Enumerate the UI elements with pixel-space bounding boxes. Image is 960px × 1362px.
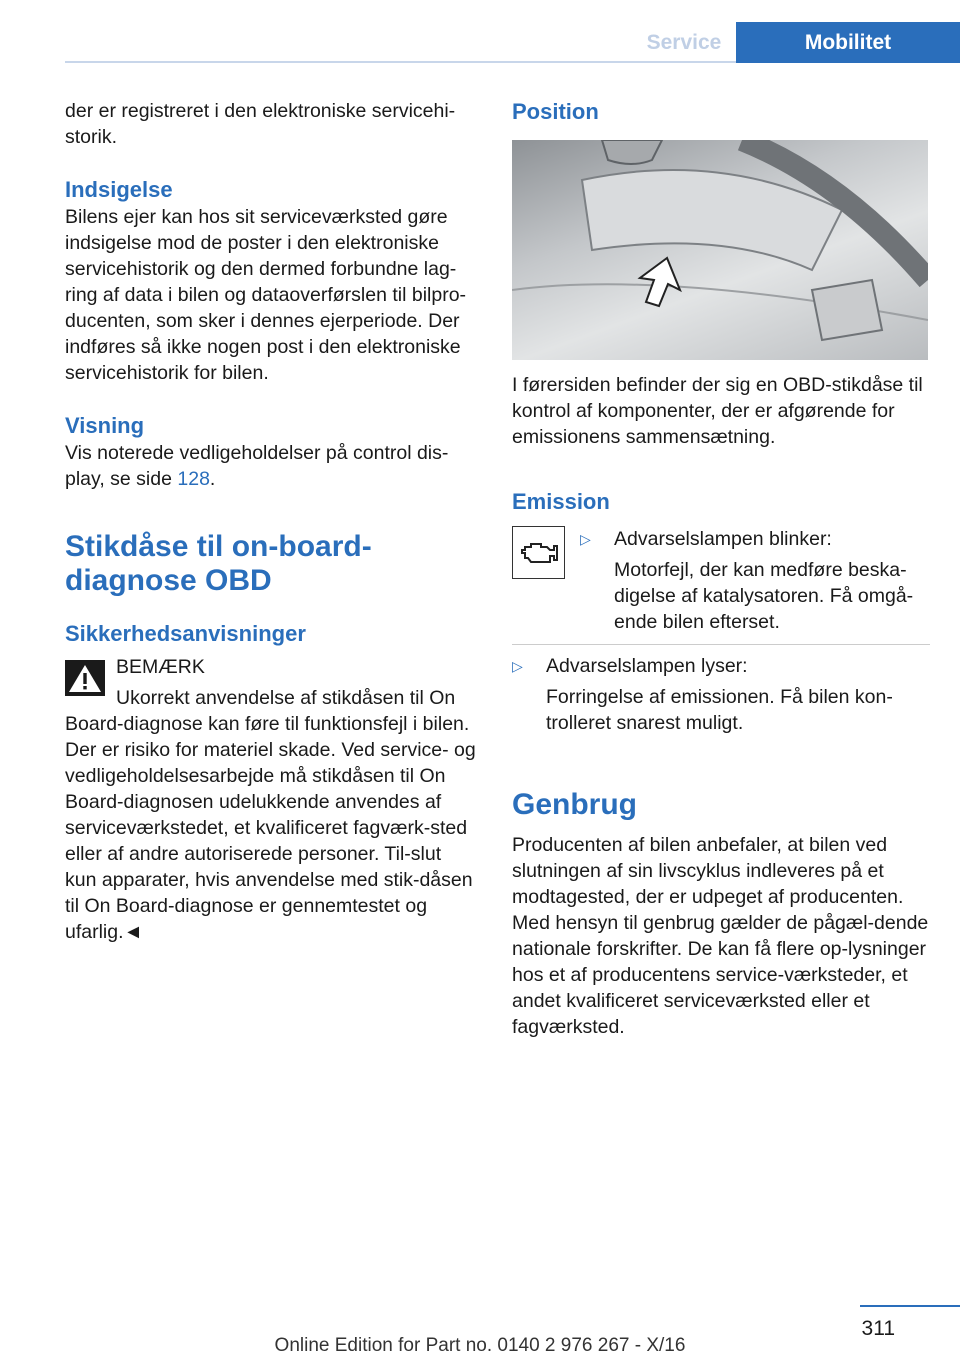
position-heading: Position bbox=[512, 99, 599, 124]
visning-text-main: Vis noterede vedligeholdelser på control dis-play, se side bbox=[65, 442, 449, 490]
list-item-content bbox=[614, 526, 930, 635]
left-column bbox=[65, 98, 477, 945]
indsigelse-heading: Indsigelse bbox=[65, 177, 173, 202]
check-engine-icon bbox=[512, 526, 565, 579]
list-item bbox=[512, 653, 930, 736]
engine-icon-cell bbox=[512, 526, 580, 579]
visning-text bbox=[65, 440, 477, 492]
list-item-content bbox=[546, 653, 930, 736]
obd-location-photo bbox=[512, 140, 928, 360]
obd-heading: Stikdåse til on-board-diagnose OBD bbox=[65, 530, 372, 597]
tab-mobilitet[interactable]: Mobilitet bbox=[736, 22, 960, 63]
tab-service[interactable]: Service bbox=[646, 30, 722, 54]
warning-first-line: Ukorrekt anvendelse af stikdåsen til On bbox=[116, 687, 456, 709]
list-marker: ▷ bbox=[580, 531, 591, 547]
footer-rule bbox=[860, 1305, 960, 1307]
sikkerhed-heading: Sikkerhedsanvisninger bbox=[65, 621, 306, 646]
visning-text-end: . bbox=[209, 468, 216, 490]
position-text: I førersiden befinder der sig en OBD-stikdåse til kontrol af komponenter, der er afgørende for emissionens sammensætning. bbox=[512, 374, 923, 448]
intro-text: der er registreret i den elektroniske servicehi-storik. bbox=[65, 100, 456, 148]
page-link-128[interactable]: 128 bbox=[177, 468, 210, 490]
page-number: 311 bbox=[861, 1317, 895, 1340]
list-marker: ▷ bbox=[512, 658, 523, 674]
list-divider bbox=[512, 644, 930, 645]
visning-heading: Visning bbox=[65, 413, 145, 438]
emission-heading: Emission bbox=[512, 489, 610, 514]
genbrug-heading: Genbrug bbox=[512, 788, 637, 821]
item-detail: Forringelse af emissionen. Få bilen kon-trolleret snarest muligt. bbox=[546, 686, 893, 734]
right-column bbox=[512, 98, 930, 1040]
warning-text: Board-diagnose kan føre til funktionsfejl i bilen. Der er risiko for materiel skade. Ved service- og vedligeholdelsesarbejde må stikdåsen til On Board-diagnosen udelukkende anvendes af serviceværkstedet, et kvalificeret fagværk-sted eller af andre autoriserede personer. Til-slut kun apparater, hvis anvendelse med stik-dåsen til On Board-diagnose er gennemtestet og ufarlig.◄ bbox=[65, 713, 476, 943]
indsigelse-text: Bilens ejer kan hos sit serviceværksted gøre indsigelse mod de poster i den elektroniske servicehistorik og den dermed forbundne lag-ring af data i bilen og dataoverførslen til bilpro-ducenten, som sker i dennes ejerperiode. Der indføres så ikke nogen post i den elektroniske servicehistorik for bilen. bbox=[65, 206, 467, 384]
warning-block bbox=[65, 654, 477, 945]
edition-footer: Online Edition for Part no. 0140 2 976 267 - X/16 bbox=[274, 1335, 686, 1356]
item-title: Advarselslampen blinker: bbox=[614, 528, 832, 550]
item-title: Advarselslampen lyser: bbox=[546, 655, 748, 677]
genbrug-text: Producenten af bilen anbefaler, at bilen ved slutningen af sin livscyklus indleveres på et modtagested, der er udpeget af producenten. Med hensyn til genbrug gælder de pågæl-dende nationale forskrifter. De kan få flere op-lysninger hos et af producentens service-værksteder, et andet kvalificeret serviceværksted eller et fagværksted. bbox=[512, 834, 929, 1038]
warning-label: BEMÆRK bbox=[116, 656, 205, 678]
warning-triangle-icon bbox=[65, 660, 105, 696]
list-item bbox=[512, 526, 930, 635]
dashboard-illustration bbox=[512, 140, 928, 360]
item-detail: Motorfejl, der kan medføre beska-digelse af katalysatoren. Få omgå-ende bilen efterset. bbox=[614, 559, 914, 633]
